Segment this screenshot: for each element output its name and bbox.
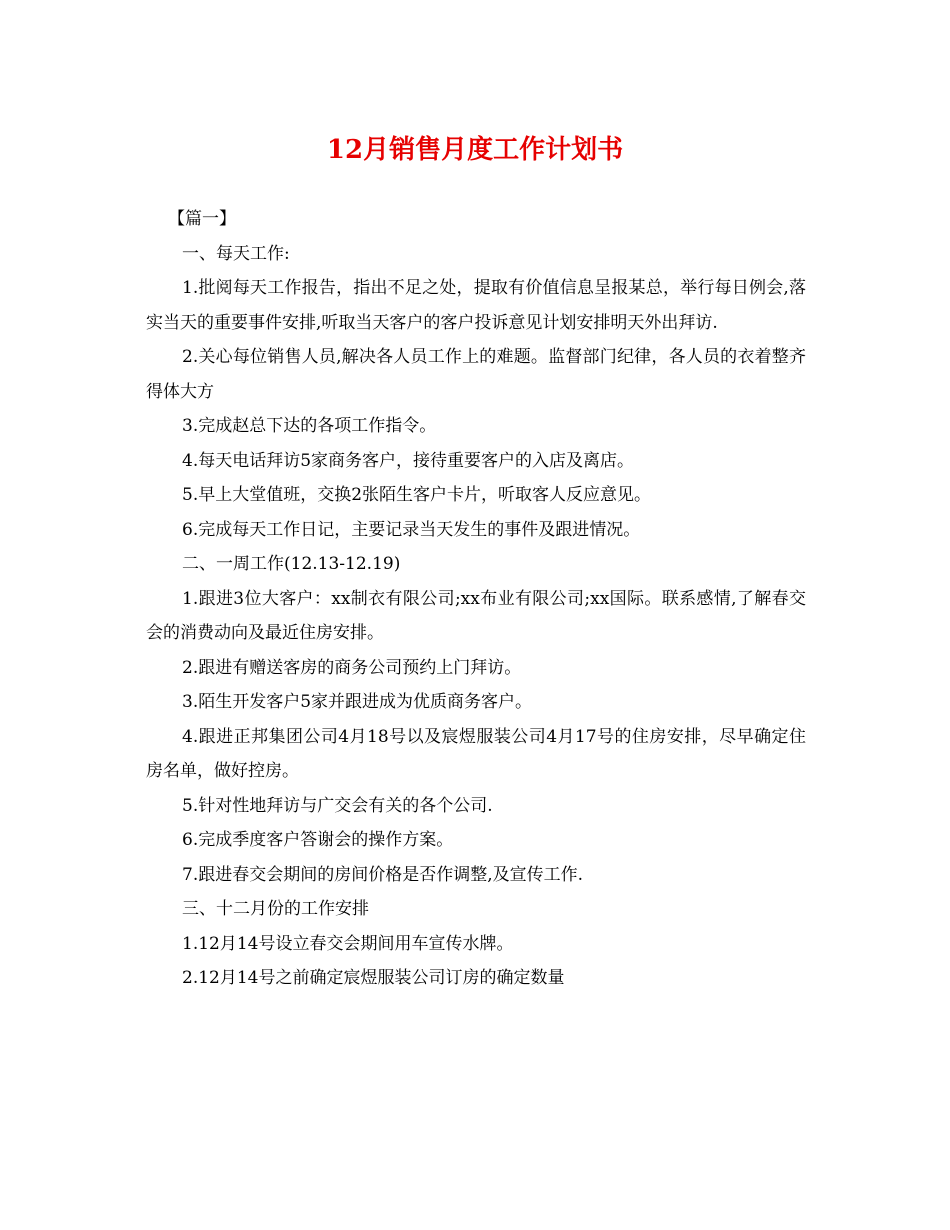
document-body (146, 202, 806, 996)
paragraph: 1.跟进3位大客户：xx制衣有限公司;xx布业有限公司;xx国际。联系感情,了解春交会的消费动向及最近住房安排。 (146, 588, 806, 643)
paragraph: 3.完成赵总下达的各项工作指令。 (182, 416, 437, 436)
paragraph: 2.跟进有赠送客房的商务公司预约上门拜访。 (182, 657, 522, 678)
section-heading-weekly: 二、一周工作(12.13-12.19) (182, 554, 401, 574)
section-heading-daily: 一、每天工作: (182, 243, 290, 264)
paragraph: 4.跟进正邦集团公司4月18号以及宸煜服装公司4月17号的住房安排，尽早确定住房名单，做好控房。 (146, 726, 806, 781)
paragraph: 5.针对性地拜访与广交会有关的各个公司. (182, 795, 493, 816)
section-heading-monthly: 三、十二月份的工作安排 (182, 899, 369, 919)
paragraph: 6.完成季度客户答谢会的操作方案。 (182, 830, 454, 850)
paragraph: 7.跟进春交会期间的房间价格是否作调整,及宣传工作. (182, 864, 584, 885)
paragraph: 3.陌生开发客户5家并跟进成为优质商务客户。 (182, 692, 533, 712)
document-title: 12月销售月度工作计划书 (326, 135, 624, 165)
paragraph: 5.早上大堂值班，交换2张陌生客户卡片，听取客人反应意见。 (182, 485, 652, 505)
paragraph: 2.12月14号之前确定宸煜服装公司订房的确定数量 (182, 968, 565, 988)
section-label: 【篇一】 (168, 209, 236, 229)
paragraph: 6.完成每天工作日记，主要记录当天发生的事件及跟进情况。 (182, 519, 641, 540)
paragraph: 1.批阅每天工作报告，指出不足之处，提取有价值信息呈报某总，举行每日例会,落实当天的重要事件安排,听取当天客户的客户投诉意见计划安排明天外出拜访. (146, 278, 806, 333)
paragraph: 2.关心每位销售人员,解决各人员工作上的难题。监督部门纪律，各人员的衣着整齐得体大方 (146, 347, 806, 402)
paragraph: 1.12月14号设立春交会期间用车宣传水牌。 (182, 933, 514, 954)
paragraph: 4.每天电话拜访5家商务客户，接待重要客户的入店及离店。 (182, 450, 635, 471)
